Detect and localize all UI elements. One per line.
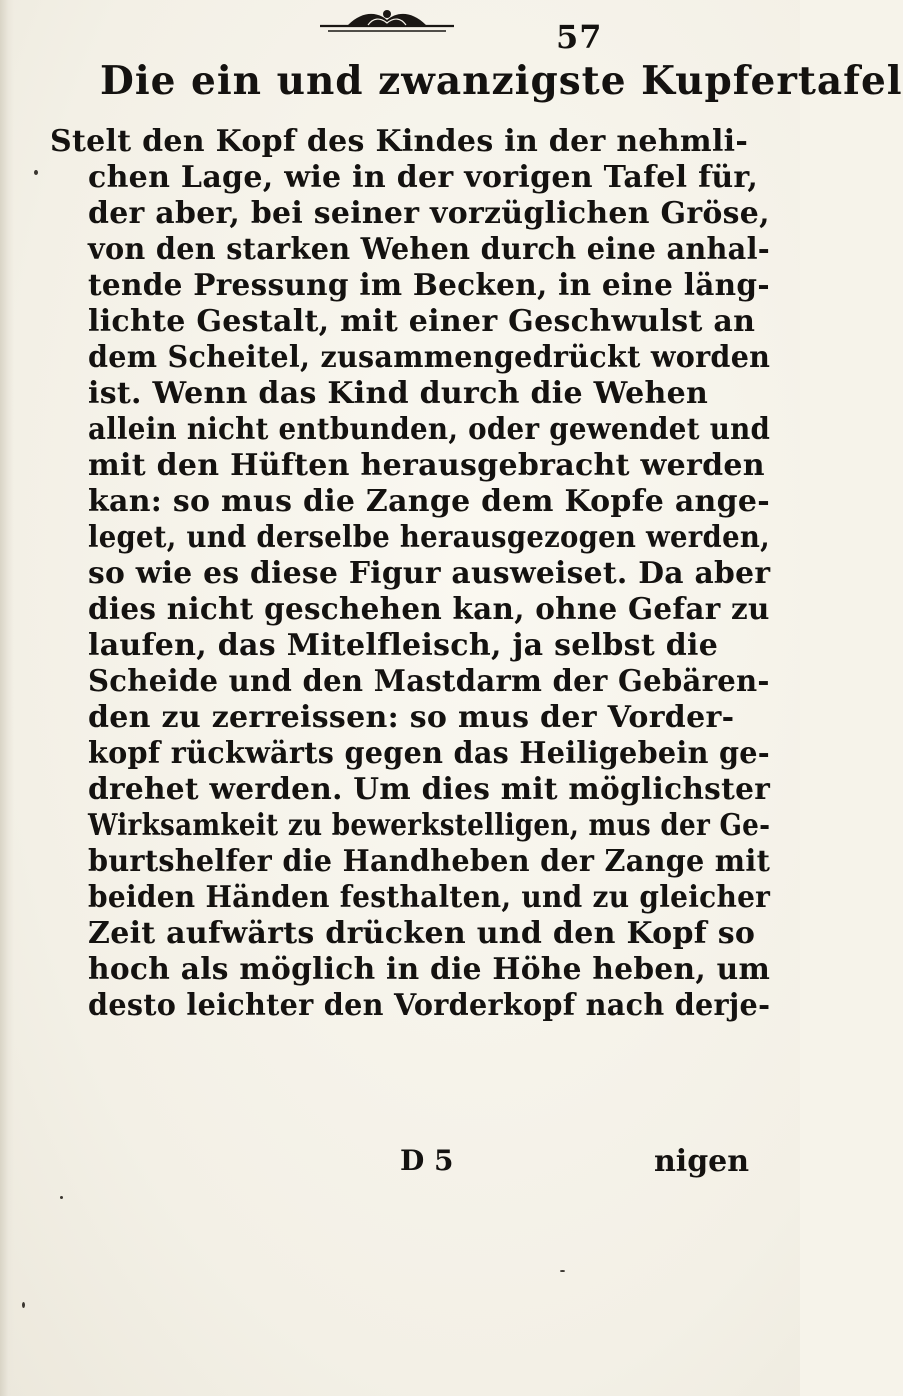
text-line: den zu zerreissen: so mus der Vorder- xyxy=(88,700,735,735)
catchword: nigen xyxy=(654,1144,750,1179)
text-line: leget, und derselbe herausgezogen werden, xyxy=(88,520,770,555)
page-gutter-shadow xyxy=(0,0,14,1396)
text-line: laufen, das Mitelfleisch, ja selbst die xyxy=(88,628,719,663)
text-line: chen Lage, wie in der vorigen Tafel für, xyxy=(88,160,759,195)
signature-mark: D 5 xyxy=(400,1144,454,1177)
text-line: allein nicht entbunden, oder gewendet und xyxy=(88,412,771,447)
text-line: so wie es diese Figur ausweiset. Da aber xyxy=(88,556,771,591)
paper-speck xyxy=(60,1196,63,1199)
text-line: kan: so mus die Zange dem Kopfe ange- xyxy=(88,484,770,519)
text-line: Stelt den Kopf des Kindes in der nehmli- xyxy=(50,124,749,159)
text-line: kopf rückwärts gegen das Heiligebein ge- xyxy=(88,736,770,771)
paper-speck xyxy=(22,1302,25,1308)
text-line: von den starken Wehen durch eine anhal- xyxy=(88,232,770,267)
page-heading: Die ein und zwanzigste Kupfertafel xyxy=(100,58,903,104)
text-line: mit den Hüften herausgebracht werden xyxy=(88,448,765,483)
page-number: 57 xyxy=(556,18,603,56)
text-line: lichte Gestalt, mit einer Geschwulst an xyxy=(88,304,756,339)
ornament-icon xyxy=(318,6,456,36)
text-line: Zeit aufwärts drücken und den Kopf so xyxy=(88,916,756,951)
text-line: ist. Wenn das Kind durch die Wehen xyxy=(88,376,709,411)
text-line: Wirksamkeit zu bewerkstelligen, mus der Ge- xyxy=(88,808,771,843)
text-line: Scheide und den Mastdarm der Gebären- xyxy=(88,664,770,699)
paper-speck xyxy=(560,1270,565,1272)
text-line: dies nicht geschehen kan, ohne Gefar zu xyxy=(88,592,770,627)
text-line: dem Scheitel, zusammengedrückt worden xyxy=(88,340,771,375)
text-line: beiden Händen festhalten, und zu gleicher xyxy=(88,880,771,915)
text-line: desto leichter den Vorderkopf nach derje- xyxy=(88,988,771,1023)
paper-speck xyxy=(34,170,38,175)
text-line: der aber, bei seiner vorzüglichen Gröse, xyxy=(88,196,770,231)
text-line: burtshelfer die Handheben der Zange mit xyxy=(88,844,771,879)
text-line: hoch als möglich in die Höhe heben, um xyxy=(88,952,771,987)
text-line: tende Pressung im Becken, in eine läng- xyxy=(88,268,770,303)
text-line: drehet werden. Um dies mit möglichster xyxy=(88,772,771,807)
